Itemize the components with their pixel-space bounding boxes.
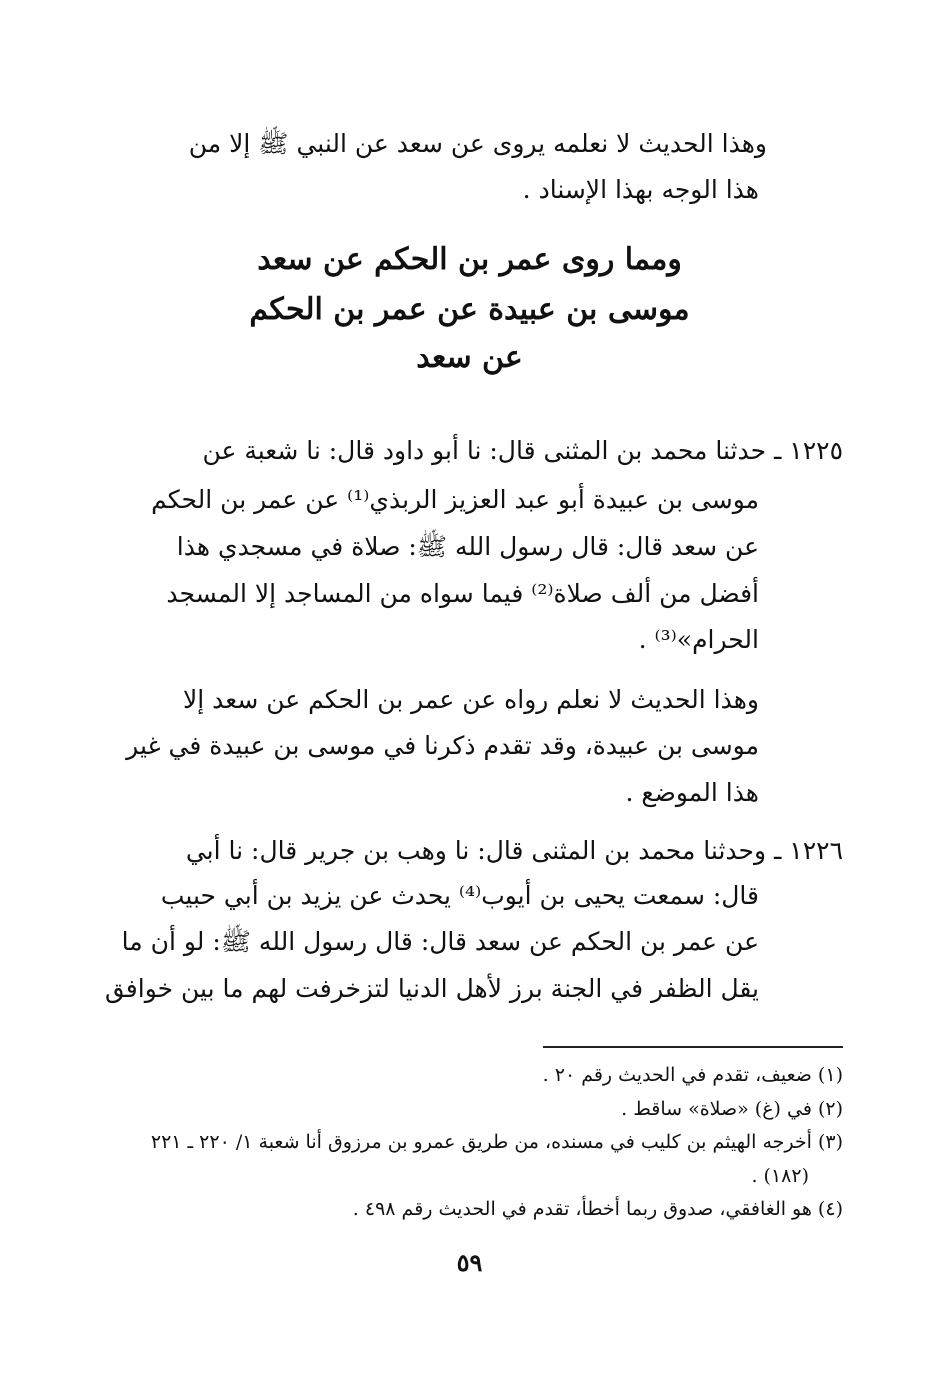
intro-line-2: هذا الوجه بهذا الإسناد . [522, 175, 759, 204]
hadith-1225-line-5: الحرام»⁽³⁾ . [638, 625, 759, 654]
intro-line-1: وهذا الحديث لا نعلمه يروى عن سعد عن النبي ﷺ إلا من [188, 129, 767, 158]
hadith-1226-line-1: ١٢٢٦ ـ وحدثنا محمد بن المثنى قال: نا وهب بن جرير قال: نا أبي [185, 836, 843, 865]
heading-line-3: عن سعد [416, 340, 523, 375]
heading-line-1: ومما روى عمر بن الحكم عن سعد [257, 242, 682, 277]
footnote-separator [543, 1046, 843, 1048]
hadith-1226-line-2: قال: سمعت يحيى بن أيوب⁽⁴⁾ يحدث عن يزيد بن أبي حبيب [160, 881, 759, 910]
heading-line-2: موسى بن عبيدة عن عمر بن الحكم [249, 292, 690, 327]
footnote-4: (٤) هو الغافقي، صدوق ربما أخطأ، تقدم في الحديث رقم ٤٩٨ . [352, 1198, 843, 1220]
footnote-2: (٢) في (غ) «صلاة» ساقط . [621, 1098, 843, 1120]
hadith-1225-line-2: موسى بن عبيدة أبو عبد العزيز الربذي⁽¹⁾ عن عمر بن الحكم [151, 485, 759, 514]
hadith-1226-line-3: عن عمر بن الحكم عن سعد قال: قال رسول الله ﷺ: لو أن ما [121, 927, 759, 956]
comment-1225-line-2: موسى بن عبيدة، وقد تقدم ذكرنا في موسى بن عبيدة في غير [126, 731, 759, 760]
page-number: ٥٩ [456, 1248, 483, 1277]
hadith-1225-line-3: عن سعد قال: قال رسول الله ﷺ: صلاة في مسجدي هذا [176, 532, 759, 561]
footnote-1: (١) ضعيف، تقدم في الحديث رقم ٢٠ . [542, 1064, 843, 1086]
footnote-3-continuation: (١٨٢) . [751, 1165, 809, 1187]
hadith-1225-line-1: ١٢٢٥ ـ حدثنا محمد بن المثنى قال: نا أبو داود قال: نا شعبة عن [202, 436, 843, 465]
footnote-3: (٣) أخرجه الهيثم بن كليب في مسنده، من طريق عمرو بن مرزوق أنا شعبة ١/ ٢٢٠ ـ ٢٢١ [150, 1131, 843, 1153]
hadith-1226-line-4: يقل الظفر في الجنة برز لأهل الدنيا لتزخرفت لهم ما بين خوافق [104, 974, 759, 1003]
comment-1225-line-1: وهذا الحديث لا نعلم رواه عن عمر بن الحكم عن سعد إلا [183, 685, 759, 714]
hadith-1225-line-4: أفضل من ألف صلاة⁽²⁾ فيما سواه من المساجد إلا المسجد [166, 579, 759, 608]
comment-1225-line-3: هذا الموضع . [625, 778, 759, 807]
